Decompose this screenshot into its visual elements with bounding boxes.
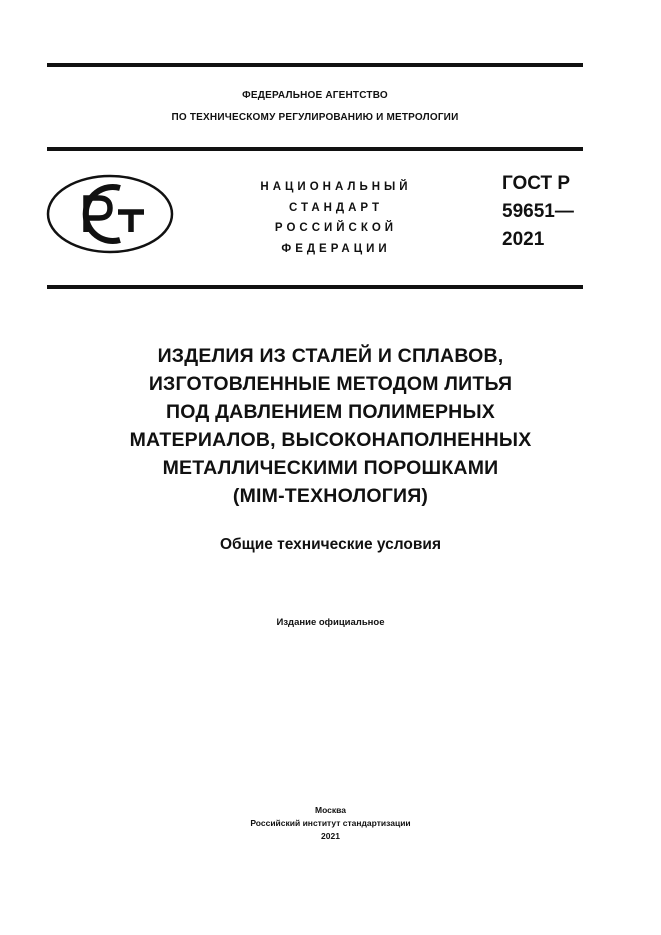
title-line: ПОД ДАВЛЕНИЕМ ПОЛИМЕРНЫХ bbox=[166, 401, 495, 423]
designation-line: 2021 bbox=[502, 229, 545, 250]
publisher-year: 2021 bbox=[321, 831, 340, 841]
title-line: МЕТАЛЛИЧЕСКИМИ ПОРОШКАМИ bbox=[162, 457, 499, 479]
document-title bbox=[40, 342, 621, 510]
title-line: ИЗГОТОВЛЕННЫЕ МЕТОДОМ ЛИТЬЯ bbox=[148, 373, 513, 395]
national-standard-label bbox=[236, 177, 436, 259]
edition-label: Издание официальное bbox=[276, 617, 385, 628]
national-line: ФЕДЕРАЦИИ bbox=[281, 242, 391, 255]
publisher-city: Москва bbox=[315, 805, 346, 815]
agency-name-line-2: ПО ТЕХНИЧЕСКОМУ РЕГУЛИРОВАНИЮ И МЕТРОЛОГИИ bbox=[171, 112, 459, 123]
national-line: НАЦИОНАЛЬНЫЙ bbox=[260, 181, 412, 193]
document-subtitle: Общие технические условия bbox=[220, 536, 441, 553]
publisher-institute: Российский институт стандартизации bbox=[250, 818, 411, 828]
rst-logo-icon bbox=[46, 174, 174, 254]
publisher-block bbox=[40, 804, 621, 843]
agency-name-line-1: ФЕДЕРАЛЬНОЕ АГЕНТСТВО bbox=[242, 90, 388, 101]
section-rule bbox=[47, 285, 583, 289]
national-line: РОССИЙСКОЙ bbox=[274, 222, 398, 234]
designation-line: ГОСТ Р bbox=[502, 173, 571, 194]
title-line: ИЗДЕЛИЯ ИЗ СТАЛЕЙ И СПЛАВОВ, bbox=[157, 345, 504, 367]
header-rule bbox=[47, 147, 583, 151]
title-line: (MIM-ТЕХНОЛОГИЯ) bbox=[232, 485, 429, 507]
standard-designation bbox=[502, 170, 574, 254]
title-line: МАТЕРИАЛОВ, ВЫСОКОНАПОЛНЕННЫХ bbox=[129, 429, 532, 451]
top-rule bbox=[47, 63, 583, 67]
national-line: СТАНДАРТ bbox=[289, 201, 383, 214]
designation-line: 59651— bbox=[502, 201, 574, 222]
